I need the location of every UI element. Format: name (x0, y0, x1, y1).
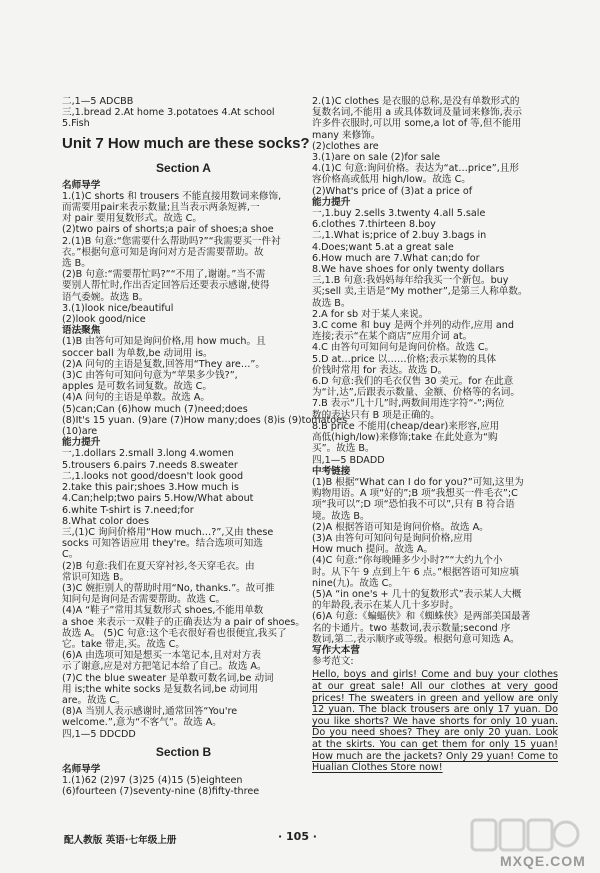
text-line: 用 is;the white socks 是复数名词,be 动词用 (62, 683, 259, 695)
text-line: apples 是可数名词复数。故选 C。 (62, 381, 212, 393)
text-line: 5.trousers 6.pairs 7.needs 8.sweater (62, 459, 238, 471)
section-head: 名师导学 (62, 179, 101, 191)
text-line: 境。故选 B。 (312, 510, 370, 522)
text-line: 时。从下午 9 点到上午 6 点。”根据答语可知应填 (312, 566, 519, 578)
text-line: 5.D at…price 以……价格;表示某物的具体 (312, 353, 497, 365)
text-line: 数的表达只有 B 项是正确的。 (312, 409, 440, 421)
text-line: (2)A 问句的主语是复数,回答用“They are…”。 (62, 358, 265, 370)
text-line: 选 B。 (62, 258, 91, 270)
text-line: 买”。故选 B。 (312, 443, 375, 455)
text-line: (8)It's 15 yuan. (9)are (7)How many;does (8)is (9)tomatoes (62, 414, 348, 426)
text-line: a shoe 来表示一双鞋子的正确表达为 a pair of shoes。 (62, 616, 305, 628)
text-line: How much 提问。故选 A。 (312, 544, 433, 556)
text-line: 连接;表示“在某个商店”应用介词 at。 (312, 331, 473, 343)
text-line: (5)A “in one's + 几十的复数形式”表示某人大概 (312, 588, 522, 600)
text-line: (10)are (62, 426, 98, 438)
text-line: 高低(high/low)来修饰;take 在此处意为“购 (312, 432, 498, 444)
text-line: 7.B 表示“几十几”时,两数间用连字符“-”;两位 (312, 398, 505, 410)
text-line: 2.(1)B 句意:“您需要什么帮助吗?”“我需要买一件衬 (62, 235, 281, 247)
text-line: 3.(1)look nice/beautiful (62, 302, 174, 314)
text-line: 而需要用pair来表示数量;且当表示两条短裤,一 (62, 202, 260, 214)
text-line: nine(九)。故选 C。 (312, 577, 398, 589)
section-head: 能力提升 (312, 196, 351, 208)
intro-block (62, 96, 305, 130)
text-line: 语气委婉。故选 B。 (62, 291, 149, 303)
text-line: 5.Fish (62, 118, 90, 130)
text-line: 6.white T-shirt is 7.need;for (62, 504, 194, 516)
text-line: 3.(1)are on sale (2)for sale (312, 152, 441, 164)
text-line: (8)A 当别人表示感谢时,通常回答“You're (62, 706, 238, 718)
text-line: (2)A 根据答语可知是询问价格。故选 A。 (312, 521, 489, 533)
text-line: 四,1—5 DDCDD (62, 728, 136, 740)
text-line: 8.B price 不能用(cheap/dear)来形容,应用 (312, 420, 500, 432)
text-line: (3)C 婉拒别人的帮助时用“No, thanks.”。故可推 (62, 582, 275, 594)
text-line: 2.A for sb 对于某人来说。 (312, 308, 429, 320)
yufa-block (62, 336, 348, 438)
text-line: 二,1.What is;price of 2.buy 3.bags in (312, 230, 487, 242)
text-line: 衣。”根据句意可知是询问对方是否需要帮助。故 (62, 246, 264, 258)
text-line: C。 (62, 549, 79, 561)
text-line: (4)C 句意:“你每晚睡多少小时?”“大约九个小 (312, 555, 503, 567)
text-line: 项“我可以”;D 项“恐怕我不可以”,只有 B 符合语 (312, 499, 515, 511)
text-line: 常识可知选 B。 (62, 571, 130, 583)
text-line: (1)B 由答句可知是询问价格,用 how much。且 (62, 336, 266, 348)
section-a-title: Section A (156, 160, 211, 175)
text-line: 一,1.buy 2.sells 3.twenty 4.all 5.sale (312, 208, 486, 220)
text-line: 1.(1)62 (2)97 (3)25 (4)15 (5)eighteen (62, 774, 243, 786)
right-column (312, 96, 558, 774)
text-line: 的年龄段,表示在某人几十多岁时。 (312, 600, 459, 612)
text-line: 许多件衣服时,可以用 some,a lot of 等,但不能用 (312, 118, 522, 130)
text-line: 4.(1)C 句意:询问价格。表达为“at…price”,且形 (312, 163, 519, 175)
text-line: (2)clothes are (312, 140, 379, 152)
text-line: 4.Can;help;two pairs 5.How/What about (62, 493, 254, 505)
text-line: 三,(1)C 询问价格用“How much…?”,又由 these (62, 526, 274, 538)
text-line: 要别人帮忙时,作出否定回答后还要表示感谢,使得 (62, 280, 270, 292)
text-line: (4)A 问句的主语是单数。故选 A。 (62, 392, 210, 404)
section-head: 能力提升 (62, 437, 101, 449)
text-line: soccer ball 为单数,be 动词用 is。 (62, 347, 213, 359)
text-line: (3)C 由答句可知问句意为“苹果多少钱?”, (62, 370, 238, 382)
text-line: are。故选 C。 (62, 694, 126, 706)
text-line: 价钱时常用 for 表达。故选 D。 (312, 364, 448, 376)
text-line: 购物用语。A 项“好的”;B 项“我想买一件毛衣”;C (312, 488, 518, 500)
footer-book-info: 配人教版 英语·七年级上册 (64, 835, 177, 846)
mingshi-block (62, 191, 305, 325)
text-line: 8.What color does (62, 515, 149, 527)
text-line: 故选 A。 (5)C 句意:这个毛衣很好看也很便宜,我买了 (62, 627, 287, 639)
text-line: 买;sell 卖,主语是“My mother”,是第三人称单数。 (312, 286, 528, 298)
text-line: 6.D 句意:我们的毛衣仅售 30 美元。for 在此意 (312, 376, 514, 388)
text-line: 4.Does;want 5.at a great sale (312, 241, 454, 253)
text-line: (2)B 句意:“需要帮忙吗?”“不用了,谢谢。”当不需 (62, 269, 266, 281)
text-line: socks 可知答语应用 they're。结合选项可知选 (62, 538, 263, 550)
section-b-title: Section B (155, 744, 212, 759)
text-line: 四,1—5 BDADD (312, 454, 385, 466)
page-number: · 105 · (278, 830, 317, 843)
right-nengli-block (312, 208, 558, 466)
text-line: (4)A “鞋子”常用其复数形式 shoes,不能用单数 (62, 605, 264, 617)
text-line: 8.We have shoes for only twenty dollars (312, 264, 505, 276)
section-head: 中考链接 (312, 465, 351, 477)
text-line: 知问句是询问是否需要帮助。故选 C。 (62, 594, 226, 606)
nengli-block (62, 448, 305, 739)
text-line: (2)B 句意:我们在夏天穿衬衫,冬天穿毛衣。由 (62, 560, 255, 572)
sample-essay: Hello, boys and girls! Come and buy your clothes at our great sale! All our clothes at very good prices! The sweaters in green and yellow are only 12 yuan. The black trousers are only 17 yuan. Do you like shorts? We have shorts for only 10 yuan. Do you need shoes? They are only 20 yuan. Look at the skirts. You can get them for only 15 yuan! How much are the jackets? Only 29 yuan! Come to Hualian Clothes Store now! (312, 669, 558, 774)
text-line: 二,1—5 ADCBB (62, 96, 134, 107)
text-line: (6)A 由选项可知是想买一本笔记本,且对对方表 (62, 650, 261, 662)
text-line: 容价格高或低用 high/low。故选 C。 (312, 174, 471, 186)
text-line: (2)two pairs of shorts;a pair of shoes;a shoe (62, 224, 274, 236)
text-line: 2.take this pair;shoes 3.How much is (62, 482, 239, 494)
text-line: 6.How much are 7.What can;do for (312, 252, 480, 264)
text-line: (6)A 句意:《蝙蝠侠》和《蜘蛛侠》是两部美国最著 (312, 611, 531, 623)
text-line: 故选 B。 (312, 297, 351, 309)
text-line: (3)A 由答句可知问句是询问价格,应用 (312, 532, 473, 544)
text-line: 它。take 带走,买。故选 C。 (62, 638, 185, 650)
text-line: 对 pair 要用复数形式。故选 C。 (62, 213, 202, 225)
text-line: 4.C 由答句可知问句是询问价格。故选 C。 (312, 342, 495, 354)
text-line: (2)look good/nice (62, 314, 146, 326)
text-line: 3.C come 和 buy 是两个并列的动作,应用 and (312, 320, 514, 332)
reference-label: 参考范文: (312, 656, 354, 668)
text-line: 为“计,达”,后跟表示数量、金额、价格等的名词。 (312, 387, 520, 399)
right-top-block (312, 96, 558, 197)
text-line: 复数名词,不能用 a 或具体数词及量词来修饰,表示 (312, 107, 522, 119)
text-line: (1)B 根据“What can I do for you?”可知,这里为 (312, 476, 524, 488)
text-line: welcome.”,意为“不客气”。故选 A。 (62, 717, 222, 729)
text-line: 二,1.looks not good/doesn't look good (62, 470, 244, 482)
text-line: (6)fourteen (7)seventy-nine (8)fifty-three (62, 786, 260, 798)
text-line: 6.clothes 7.thirteen 8.boy (312, 219, 436, 231)
text-line: 1.(1)C shorts 和 trousers 不能直接用数词来修饰, (62, 190, 282, 202)
text-line: 数词,第二,表示顺序或等级。根据句意可知选 A。 (312, 633, 520, 645)
text-line: (5)can;Can (6)how much (7)need;does (62, 403, 248, 415)
text-line: 三,1.B 句意:我妈妈每年给我买一个新包。buy (312, 275, 509, 287)
text-line: many 来修饰。 (312, 129, 381, 141)
watermark-text: MXQE.COM (500, 853, 586, 869)
text-line: 三,1.bread 2.At home 3.potatoes 4.At school (62, 107, 275, 119)
text-line: 一,1.dollars 2.small 3.long 4.women (62, 448, 234, 460)
text-line: 2.(1)C clothes 是衣服的总称,是没有单数形式的 (312, 96, 520, 107)
section-head: 名师导学 (62, 763, 101, 775)
text-line: (2)What's price of (3)at a price of (312, 185, 473, 197)
mingshi2-block (62, 775, 305, 797)
unit-title: Unit 7 How much are these socks? (62, 134, 310, 152)
section-head: 语法聚焦 (62, 325, 101, 337)
zhongkao-block (312, 477, 558, 645)
section-head: 写作大本营 (312, 644, 360, 656)
text-line: 示了谢意,应是对方把笔记本给了自己。故选 A。 (62, 661, 267, 673)
text-line: (7)C the blue sweater 是单数可数名词,be 动词 (62, 672, 274, 684)
text-line: 名的卡通片。two 基数词,表示数量;second 序 (312, 622, 511, 634)
